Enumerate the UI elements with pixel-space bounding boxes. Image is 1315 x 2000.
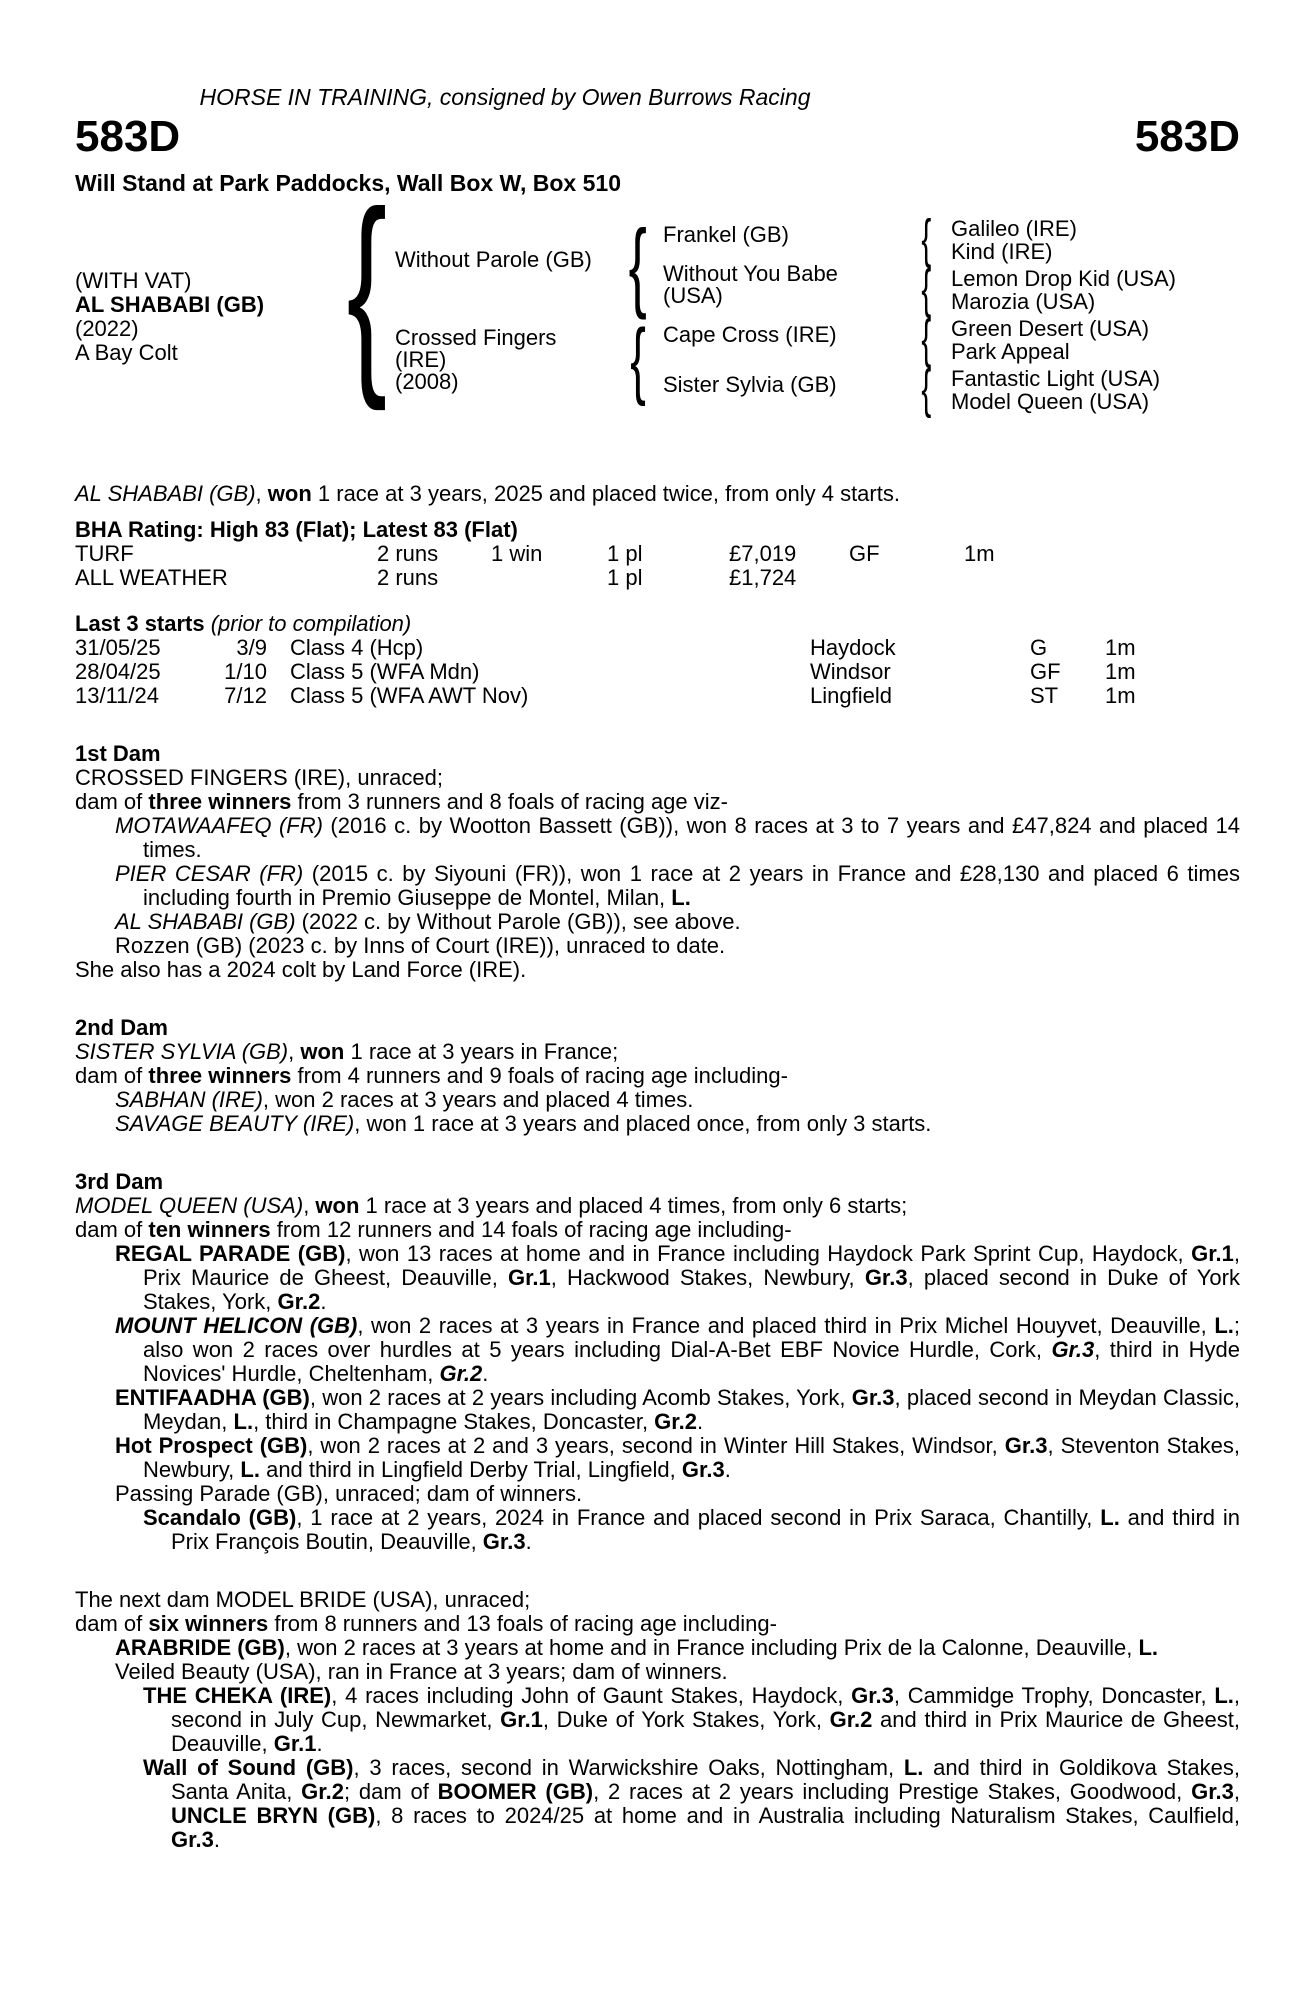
text-segment: .: [525, 1529, 532, 1554]
bha-surface: ALL WEATHER: [75, 565, 228, 590]
bha-surface: TURF: [75, 541, 134, 566]
text-segment: .: [213, 1827, 220, 1852]
text-segment: , 4 races including John of Gaunt Stakes, Haydock,: [331, 1683, 852, 1708]
text-segment: , won 2 races at 2 years including Acomb Stakes, York,: [309, 1385, 852, 1410]
text-segment: L.: [233, 1409, 254, 1434]
start-position: 3/9: [236, 635, 267, 660]
start-distance: 1m: [1105, 683, 1136, 708]
start-date: 28/04/25: [75, 659, 161, 684]
text-segment: Wall of Sound (GB): [143, 1755, 354, 1780]
text-segment: , 8 races to 2024/25 at home and in Australia including Naturalism Stakes, Caulfield,: [375, 1803, 1240, 1828]
text-segment: SAVAGE BEAUTY (IRE): [115, 1111, 355, 1136]
damsire-name: Cape Cross (IRE): [663, 322, 837, 347]
text-segment: Rozzen (GB) (2023 c. by Inns of Court (IRE)), unraced to date.: [115, 933, 726, 958]
text-segment: Gr.2: [654, 1409, 697, 1434]
pedigree-brace-main: {: [346, 165, 388, 412]
text-segment: ,: [288, 1039, 301, 1064]
text-segment: , 2 races at 2 years including Prestige Stakes, Goodwood,: [593, 1779, 1192, 1804]
text-segment: , Duke of York Stakes, York,: [542, 1707, 830, 1732]
text-segment: ,: [303, 1193, 316, 1218]
text-segment: Gr.3: [681, 1457, 725, 1482]
text-segment: Veiled Beauty (USA), ran in France at 3 years; dam of winners.: [115, 1659, 728, 1684]
text-segment: Gr.1: [1191, 1241, 1234, 1266]
pedigree-brace-g3-2: {: [921, 260, 932, 320]
text-segment: L.: [240, 1457, 260, 1482]
section-1st-dam: [75, 742, 1240, 982]
text-segment: 1 race at 3 years and placed 4 times, from only 6 starts;: [359, 1193, 908, 1218]
catalogue-paragraph: [75, 934, 1240, 958]
text-segment: Hot Prospect (GB): [115, 1433, 308, 1458]
catalogue-paragraph: [75, 1434, 1240, 1482]
start-course: Lingfield: [810, 683, 892, 708]
g3-name-6: Park Appeal: [951, 339, 1070, 364]
text-segment: , third in Hyde Novices' Hurdle, Cheltenham,: [143, 1337, 1240, 1386]
text-segment: , Cammidge Trophy, Doncaster,: [893, 1683, 1215, 1708]
section-paragraphs: [75, 1040, 1240, 1136]
g3-name-3: Lemon Drop Kid (USA): [951, 266, 1176, 291]
g3-name-5: Green Desert (USA): [951, 316, 1150, 341]
bha-runs: 2 runs: [377, 541, 439, 566]
text-segment: Gr.3: [482, 1529, 526, 1554]
text-segment: .: [320, 1289, 327, 1314]
text-segment: (2016 c. by Wootton Bassett (GB)), won 8 races at 3 to 7 years and £47,824 and placed 14 times.: [143, 813, 1240, 862]
catalogue-paragraph: [75, 1660, 1240, 1684]
text-segment: three winners: [148, 789, 292, 814]
text-segment: Gr.1: [507, 1265, 551, 1290]
text-segment: , won 2 races at 3 years at home and in France including Prix de la Calonne, Deauville,: [284, 1635, 1139, 1660]
catalogue-paragraph: [75, 1242, 1240, 1314]
text-segment: Gr.3: [851, 1683, 894, 1708]
section-3rd-dam: [75, 1170, 1240, 1554]
text-segment: L.: [1214, 1313, 1234, 1338]
catalogue-paragraph: [75, 1588, 1240, 1612]
text-segment: ten winners: [148, 1217, 271, 1242]
catalogue-paragraph: [75, 1194, 1240, 1218]
start-going: G: [1030, 635, 1048, 660]
lot-number-left: 583D: [75, 112, 181, 161]
text-segment: (2015 c. by Siyouni (FR)), won 1 race at 2 years in France and £28,130 and placed 6 times including fourth in Premio Giuseppe de Montel, Milan,: [143, 861, 1240, 910]
last-3-starts-block: [75, 612, 1240, 708]
text-segment: from 12 runners and 14 foals of racing age including-: [270, 1217, 792, 1242]
race-summary: [75, 482, 1240, 506]
start-race: Class 4 (Hcp): [290, 635, 424, 660]
text-segment: ; also won 2 races over hurdles at 5 years including Dial-A-Bet EBF Novice Hurdle, Cork,: [143, 1313, 1241, 1362]
text-segment: , second in July Cup, Newmarket,: [171, 1683, 1240, 1732]
text-segment: MOTAWAAFEQ (FR): [115, 813, 323, 838]
catalogue-paragraph: [75, 1612, 1240, 1636]
text-segment: , won 13 races at home and in France including Haydock Park Sprint Cup, Haydock,: [345, 1241, 1192, 1266]
text-segment: She also has a 2024 colt by Land Force (IRE).: [75, 957, 527, 982]
section-paragraphs: [75, 1588, 1240, 1852]
section-next-dam: [75, 1588, 1240, 1852]
text-segment: Gr.2: [301, 1779, 344, 1804]
horse-name: AL SHABABI (GB): [75, 292, 265, 317]
text-segment: won: [315, 1193, 360, 1218]
text-segment: MOUNT HELICON (GB): [115, 1313, 358, 1338]
catalogue-paragraph: [75, 1506, 1240, 1554]
bha-rating-heading: BHA Rating: High 83 (Flat); Latest 83 (Flat): [75, 517, 518, 542]
text-segment: dam of: [75, 1611, 149, 1636]
text-segment: Gr.1: [273, 1731, 317, 1756]
text-segment: CROSSED FINGERS (IRE), unraced;: [75, 765, 443, 790]
text-segment: three winners: [148, 1063, 292, 1088]
catalogue-paragraph: [75, 1386, 1240, 1434]
bha-earnings: £1,724: [729, 565, 797, 590]
lot-row: [75, 114, 1240, 160]
bha-distance: 1m: [964, 541, 995, 566]
section-heading: 3rd Dam: [75, 1169, 164, 1194]
text-segment: , 1 race at 2 years, 2024 in France and placed second in Prix Saraca, Chantilly,: [296, 1505, 1101, 1530]
start-date: 13/11/24: [75, 683, 160, 708]
text-segment: Gr.2: [439, 1361, 483, 1386]
text-segment: dam of: [75, 789, 149, 814]
dam-name-line-1: Crossed Fingers: [395, 325, 557, 350]
text-segment: and third in Goldikova Stakes, Santa Anita,: [171, 1755, 1240, 1804]
text-segment: 1 race at 3 years, 2025 and placed twice, from only 4 starts.: [311, 481, 900, 506]
text-segment: dam of: [75, 1217, 149, 1242]
text-segment: L.: [1214, 1683, 1234, 1708]
start-going: GF: [1030, 659, 1061, 684]
text-segment: (2022 c. by Without Parole (GB)), see above.: [295, 909, 741, 934]
catalogue-paragraph: [75, 1314, 1240, 1386]
table-row: [75, 684, 1240, 708]
text-segment: L.: [1100, 1505, 1120, 1530]
section-paragraphs: [75, 766, 1240, 982]
text-segment: , placed second in Duke of York Stakes, York,: [143, 1265, 1240, 1314]
pedigree-brace-dam: {: [630, 311, 646, 407]
text-segment: Gr.3: [864, 1265, 908, 1290]
text-segment: BOOMER (GB): [437, 1779, 594, 1804]
last-3-starts-heading: [75, 612, 1240, 636]
catalogue-paragraph: [75, 910, 1240, 934]
text-segment: , won 2 races at 2 and 3 years, second in Winter Hill Stakes, Windsor,: [307, 1433, 1005, 1458]
text-segment: ,: [255, 481, 268, 506]
text-segment: , won 1 race at 3 years and placed once, from only 3 starts.: [354, 1111, 932, 1136]
text-segment: 1 race at 3 years in France;: [344, 1039, 619, 1064]
bha-places: 1 pl: [607, 541, 643, 566]
g3-name-7: Fantastic Light (USA): [951, 366, 1161, 391]
table-row: [75, 542, 1240, 566]
start-race: Class 5 (WFA Mdn): [290, 659, 480, 684]
text-segment: and third in Prix Maurice de Gheest, Deauville,: [171, 1707, 1240, 1756]
table-row: [75, 660, 1240, 684]
catalogue-paragraph: [75, 862, 1240, 910]
text-segment: THE CHEKA (IRE): [143, 1683, 332, 1708]
text-segment: from 3 runners and 8 foals of racing age viz-: [291, 789, 728, 814]
start-race: Class 5 (WFA AWT Nov): [290, 683, 529, 708]
g3-name-8: Model Queen (USA): [951, 389, 1150, 414]
lot-number-right: 583D: [1134, 112, 1240, 161]
text-segment: L.: [903, 1755, 924, 1780]
pedigree-brace-g3-4: {: [921, 360, 932, 420]
start-course: Windsor: [810, 659, 891, 684]
catalogue-paragraph: [75, 1756, 1240, 1852]
pedigree-brace-g3-3: {: [921, 310, 932, 370]
g3-name-1: Galileo (IRE): [951, 216, 1077, 241]
text-segment: Gr.2: [277, 1289, 321, 1314]
table-row: [75, 566, 1240, 590]
bha-going: GF: [849, 541, 880, 566]
text-segment: .: [696, 1409, 704, 1434]
catalogue-paragraph: [75, 1064, 1240, 1088]
text-segment: ; dam of: [343, 1779, 438, 1804]
grandsire-name: Frankel (GB): [663, 222, 789, 247]
vat-note: (WITH VAT): [75, 268, 192, 293]
section-2nd-dam: [75, 1016, 1240, 1136]
g3-name-4: Marozia (USA): [951, 289, 1096, 314]
text-segment: ARABRIDE (GB): [115, 1635, 285, 1660]
start-going: ST: [1030, 683, 1059, 708]
text-segment: Gr.1: [500, 1707, 543, 1732]
text-segment: and third in Prix François Boutin, Deauville,: [171, 1505, 1240, 1554]
horse-description: A Bay Colt: [75, 340, 178, 365]
text-segment: Gr.3: [1004, 1433, 1048, 1458]
section-paragraphs: [75, 1194, 1240, 1554]
catalogue-paragraph: [75, 1040, 1240, 1064]
dam-name-line-3: (2008): [395, 369, 459, 394]
text-segment: and third in Lingfield Derby Trial, Lingfield,: [259, 1457, 682, 1482]
text-segment: Gr.3: [1191, 1779, 1234, 1804]
text-segment: L.: [1138, 1635, 1159, 1660]
text-segment: MODEL QUEEN (USA): [75, 1193, 304, 1218]
bha-rating-block: [75, 518, 1240, 590]
text-segment: six winners: [148, 1611, 269, 1636]
text-segment: , placed second in Meydan Classic, Meydan,: [143, 1385, 1240, 1434]
catalogue-paragraph: [75, 958, 1240, 982]
bha-runs: 2 runs: [377, 565, 439, 590]
text-segment: , won 2 races at 3 years in France and placed third in Prix Michel Houyvet, Deauville,: [357, 1313, 1215, 1338]
catalogue-paragraph: [75, 1482, 1240, 1506]
section-heading: 2nd Dam: [75, 1015, 168, 1040]
text-segment: won: [300, 1039, 345, 1064]
text-segment: Gr.2: [829, 1707, 873, 1732]
start-date: 31/05/25: [75, 635, 161, 660]
granddam-name-line-2: (USA): [663, 283, 723, 308]
text-segment: ENTIFAADHA (GB): [115, 1385, 310, 1410]
catalogue-body: [75, 482, 1240, 1852]
bha-earnings: £7,019: [729, 541, 797, 566]
text-segment: Gr.3: [171, 1827, 214, 1852]
consignor-line: HORSE IN TRAINING, consigned by Owen Burrows Racing: [199, 84, 811, 110]
text-segment: SISTER SYLVIA (GB): [75, 1039, 289, 1064]
text-segment: L.: [671, 885, 691, 910]
text-segment: .: [482, 1361, 489, 1386]
text-segment: REGAL PARADE (GB): [115, 1241, 346, 1266]
section-heading: 1st Dam: [75, 741, 161, 766]
catalogue-paragraph: [75, 1684, 1240, 1756]
stand-location: Will Stand at Park Paddocks, Wall Box W, Box 510: [75, 170, 621, 196]
dam-name-line-2: (IRE): [395, 347, 447, 372]
pedigree-brace-g3-1: {: [921, 210, 932, 270]
text-segment: Gr.3: [1051, 1337, 1095, 1362]
text-segment: , 3 races, second in Warwickshire Oaks, Nottingham,: [353, 1755, 904, 1780]
catalogue-paragraph: [75, 1636, 1240, 1660]
start-position: 1/10: [224, 659, 267, 684]
bha-places: 1 pl: [607, 565, 643, 590]
start-distance: 1m: [1105, 635, 1136, 660]
text-segment: SABHAN (IRE): [115, 1087, 263, 1112]
catalogue-paragraph: [75, 1088, 1240, 1112]
text-segment: , won 2 races at 3 years and placed 4 times.: [262, 1087, 694, 1112]
text-segment: PIER CESAR (FR): [115, 861, 304, 886]
text-segment: The next dam MODEL BRIDE (USA), unraced;: [75, 1587, 531, 1612]
text-segment: UNCLE BRYN (GB): [171, 1803, 376, 1828]
second-dam-name: Sister Sylvia (GB): [663, 372, 837, 397]
text-segment: .: [724, 1457, 731, 1482]
table-row: [75, 636, 1240, 660]
granddam-name-line-1: Without You Babe: [663, 261, 838, 286]
sire-name: Without Parole (GB): [395, 247, 592, 272]
g3-name-2: Kind (IRE): [951, 239, 1053, 264]
catalogue-paragraph: [75, 1218, 1240, 1242]
pedigree-brace-sire: {: [628, 209, 647, 321]
text-segment: , Hackwood Stakes, Newbury,: [550, 1265, 865, 1290]
text-segment: .: [316, 1731, 323, 1756]
text-segment: from 8 runners and 13 foals of racing age including-: [268, 1611, 777, 1636]
text-segment: AL SHABABI (GB): [115, 909, 296, 934]
text-segment: Passing Parade (GB), unraced; dam of winners.: [115, 1481, 583, 1506]
bha-wins: 1 win: [491, 541, 543, 566]
catalogue-paragraph: [75, 766, 1240, 790]
text-segment: , third in Champagne Stakes, Doncaster,: [253, 1409, 655, 1434]
text-segment: ,: [1233, 1779, 1241, 1804]
start-position: 7/12: [224, 683, 267, 708]
foaling-year: (2022): [75, 316, 139, 341]
text-segment: from 4 runners and 9 foals of racing age including-: [291, 1063, 788, 1088]
catalogue-paragraph: [75, 814, 1240, 862]
start-distance: 1m: [1105, 659, 1136, 684]
text-segment: , Steventon Stakes, Newbury,: [143, 1433, 1240, 1482]
catalogue-paragraph: [75, 1112, 1240, 1136]
text-segment: , Prix Maurice de Gheest, Deauville,: [143, 1241, 1241, 1290]
text-segment: won: [267, 481, 312, 506]
text-segment: Scandalo (GB): [143, 1505, 297, 1530]
catalogue-paragraph: [75, 790, 1240, 814]
text-segment: (prior to compilation): [210, 611, 412, 636]
text-segment: Last 3 starts: [75, 611, 211, 636]
text-segment: dam of: [75, 1063, 149, 1088]
text-segment: Gr.3: [851, 1385, 895, 1410]
text-segment: AL SHABABI (GB): [75, 481, 256, 506]
start-course: Haydock: [810, 635, 896, 660]
